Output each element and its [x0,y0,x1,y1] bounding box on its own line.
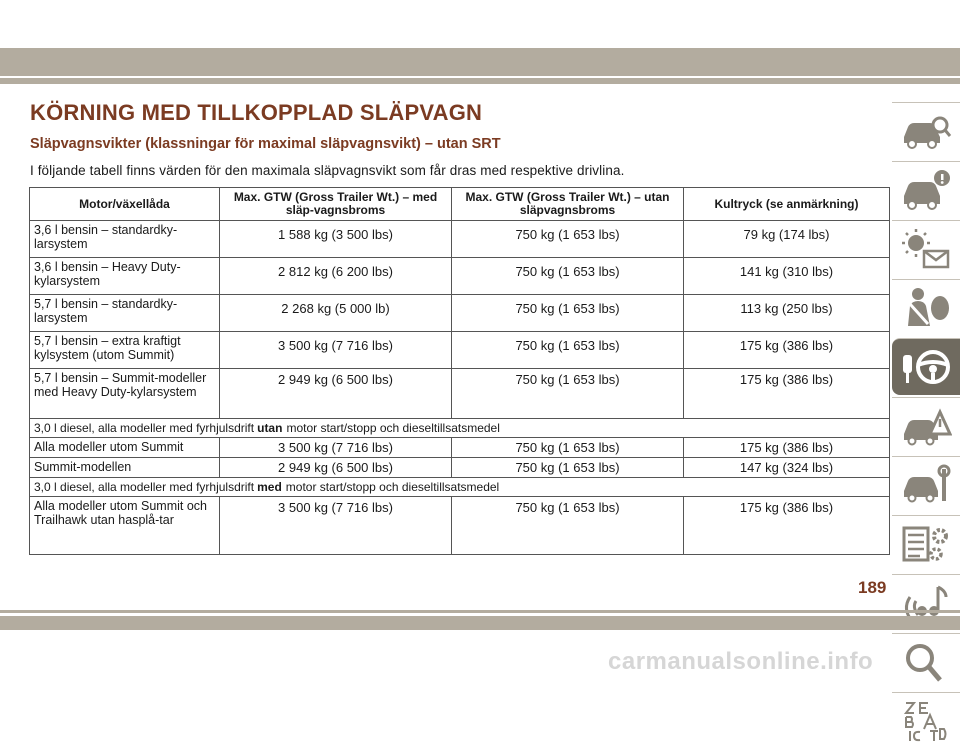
cell-engine: 3,6 l bensin – standardky-larsystem [30,221,220,258]
cell-tongue: 175 kg (386 lbs) [684,369,890,419]
table-row [30,458,890,478]
cell-tongue: 113 kg (250 lbs) [684,295,890,332]
group-text-before: 3,0 l diesel, alla modeller med fyrhjulsdrift [34,421,255,435]
group-text-emphasis: utan [257,421,283,435]
table-row [30,258,890,295]
cell-tongue: 175 kg (386 lbs) [684,438,890,458]
table-header-row [30,188,890,221]
table-row [30,369,890,419]
alphabet-index-icon [900,699,952,743]
cell-tongue: 141 kg (310 lbs) [684,258,890,295]
table-row [30,295,890,332]
cell-gtw-brake: 2 949 kg (6 500 lbs) [220,369,452,419]
table-row [30,332,890,369]
tab-search[interactable] [892,633,960,690]
cell-gtw-nobrake: 750 kg (1 653 lbs) [452,438,684,458]
tab-spec-list-gear[interactable] [892,515,960,572]
steering-wheel-key-icon [900,345,952,389]
section-title: KÖRNING MED TILLKOPPLAD SLÄPVAGN [30,100,483,125]
group-text-after: motor start/stopp och dieseltillsatsmedel [286,421,500,435]
group-header-row [30,419,890,438]
cell-engine: 5,7 l bensin – Summit-modeller med Heavy Duty-kylarsystem [30,369,220,419]
car-search-icon [900,109,952,153]
car-info-icon [900,168,952,212]
watermark: carmanualsonline.info [608,648,874,675]
table-row [30,221,890,258]
col-header-engine: Motor/växellåda [30,188,220,221]
tab-car-info[interactable] [892,161,960,218]
car-service-icon [900,463,952,507]
group-text-before: 3,0 l diesel, alla modeller med fyrhjulsdrift [34,480,255,494]
page-number: 189 [858,578,887,597]
cell-gtw-brake: 2 949 kg (6 500 lbs) [220,458,452,478]
col-header-gtw-nobrake: Max. GTW (Gross Trailer Wt.) – utan släpvagnsbroms [452,188,684,221]
cell-gtw-nobrake: 750 kg (1 653 lbs) [452,497,684,555]
cell-engine: 3,6 l bensin – Heavy Duty-kylarsystem [30,258,220,295]
cell-tongue: 147 kg (324 lbs) [684,458,890,478]
spec-list-gear-icon [900,522,952,566]
tab-steering-wheel-key[interactable] [892,338,960,395]
airbag-seatbelt-icon [900,286,952,330]
cell-gtw-nobrake: 750 kg (1 653 lbs) [452,369,684,419]
footer-band [0,616,960,630]
table-row [30,497,890,555]
roadside-warning-icon [900,404,952,448]
cell-gtw-brake: 2 812 kg (6 200 lbs) [220,258,452,295]
cell-gtw-brake: 2 268 kg (5 000 lb) [220,295,452,332]
intro-text: I följande tabell finns värden för den maximala släpvagnsvikt som får dras med respektive drivlina. [30,163,625,178]
cell-engine: Alla modeller utom Summit och Trailhawk utan hasplå-tar [30,497,220,555]
subsection-title: Släpvagnsvikter (klassningar för maximal släpvagnsvikt) – utan SRT [30,136,501,152]
cell-gtw-nobrake: 750 kg (1 653 lbs) [452,221,684,258]
cell-gtw-brake: 3 500 kg (7 716 lbs) [220,332,452,369]
trailer-weight-table [29,187,890,555]
table-row [30,438,890,458]
tab-alphabet-index[interactable] [892,692,960,749]
group-header-row [30,478,890,497]
cell-engine: Alla modeller utom Summit [30,438,220,458]
cell-gtw-nobrake: 750 kg (1 653 lbs) [452,295,684,332]
cell-gtw-nobrake: 750 kg (1 653 lbs) [452,458,684,478]
cell-tongue: 79 kg (174 lbs) [684,221,890,258]
tab-warning-lights[interactable] [892,220,960,277]
group-header-without-stopstart [30,419,890,438]
col-header-gtw-brake: Max. GTW (Gross Trailer Wt.) – med släp-vagnsbroms [220,188,452,221]
tab-airbag-seatbelt[interactable] [892,279,960,336]
group-text-emphasis: med [257,480,282,494]
cell-gtw-brake: 3 500 kg (7 716 lbs) [220,438,452,458]
group-header-with-stopstart [30,478,890,497]
footer-rule [0,610,960,613]
cell-tongue: 175 kg (386 lbs) [684,497,890,555]
header-rule [0,78,960,84]
cell-engine: Summit-modellen [30,458,220,478]
cell-gtw-brake: 3 500 kg (7 716 lbs) [220,497,452,555]
cell-gtw-nobrake: 750 kg (1 653 lbs) [452,332,684,369]
cell-engine: 5,7 l bensin – standardky-larsystem [30,295,220,332]
cell-gtw-brake: 1 588 kg (3 500 lbs) [220,221,452,258]
header-band [0,48,960,76]
tab-car-search[interactable] [892,102,960,159]
warning-lights-icon [900,227,952,271]
group-text-after: motor start/stopp och dieseltillsatsmedel [285,480,500,494]
tab-car-service[interactable] [892,456,960,513]
search-magnifier-icon [900,640,952,684]
chapter-tab-sidebar [892,102,960,751]
col-header-tongue-weight: Kultryck (se anmärkning) [684,188,890,221]
cell-engine: 5,7 l bensin – extra kraftigt kylsystem (utom Summit) [30,332,220,369]
cell-tongue: 175 kg (386 lbs) [684,332,890,369]
cell-gtw-nobrake: 750 kg (1 653 lbs) [452,258,684,295]
tab-roadside-warning[interactable] [892,397,960,454]
